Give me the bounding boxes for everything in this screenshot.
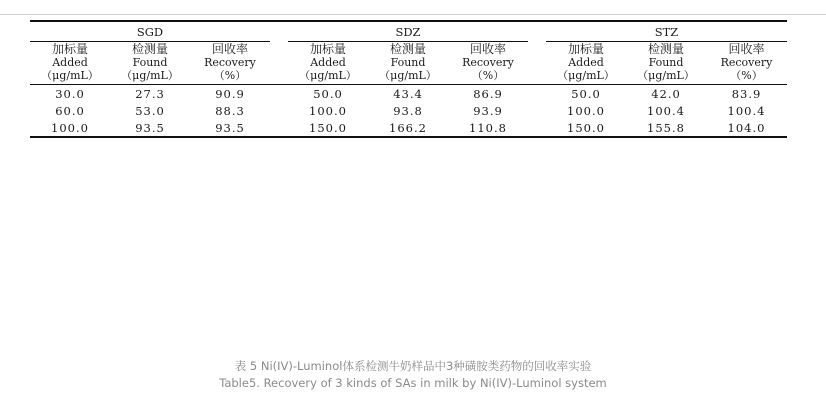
cell-sgd-recovery: 88.3	[215, 103, 245, 118]
group-underline	[546, 41, 787, 42]
cell-stz-added: 100.0	[567, 103, 605, 118]
cell-sgd-added: 60.0	[55, 103, 85, 118]
header-added: 加标量 Added （μg/mL）	[299, 42, 357, 82]
header-found: 检测量 Found （μg/mL）	[121, 42, 179, 82]
table-row	[30, 102, 787, 119]
cell-sgd-recovery: 90.9	[215, 86, 245, 101]
group-label: SDZ	[395, 25, 421, 39]
cell-sgd-found: 93.5	[135, 120, 165, 135]
cell-stz-recovery: 104.0	[727, 120, 766, 135]
cell-sdz-recovery: 110.8	[469, 120, 507, 135]
header-added: 加标量 Added （μg/mL）	[557, 42, 615, 82]
cell-sdz-added: 100.0	[309, 103, 347, 118]
header-recovery: 回收率 Recovery （%）	[204, 42, 256, 82]
table-caption-zh: 表 5 Ni(IV)-Luminol体系检测牛奶样品中3种磺胺类药物的回收率实验	[234, 359, 592, 373]
header-found: 检测量 Found （μg/mL）	[637, 42, 695, 82]
cell-stz-found: 100.4	[647, 103, 685, 118]
group-sdz	[288, 24, 528, 40]
cell-sgd-recovery: 93.5	[215, 120, 245, 135]
cell-sdz-found: 43.4	[393, 86, 423, 101]
cell-sdz-found: 93.8	[393, 103, 423, 118]
cell-sdz-recovery: 86.9	[473, 86, 503, 101]
table-caption-en: Table5. Recovery of 3 kinds of SAs in milk by Ni(IV)-Luminol system	[219, 376, 607, 390]
header-added: 加标量 Added （μg/mL）	[41, 42, 99, 82]
cell-stz-added: 50.0	[571, 86, 601, 101]
group-stz	[546, 24, 787, 40]
group-underline	[30, 41, 270, 42]
cell-stz-added: 150.0	[567, 120, 605, 135]
cell-sdz-found: 166.2	[389, 120, 427, 135]
header-recovery: 回收率 Recovery （%）	[720, 42, 773, 82]
group-sgd	[30, 24, 270, 40]
table-row	[30, 119, 787, 136]
group-header-row	[30, 22, 787, 40]
cell-sgd-found: 27.3	[135, 86, 165, 101]
header-found: 检测量 Found （μg/mL）	[379, 42, 437, 82]
table-row	[30, 85, 787, 102]
column-header-row	[30, 42, 787, 82]
cell-sdz-recovery: 93.9	[473, 103, 503, 118]
cell-stz-recovery: 83.9	[731, 86, 762, 101]
table-bottom-rule	[30, 136, 787, 138]
cell-sdz-added: 150.0	[309, 120, 347, 135]
page-top-divider	[0, 14, 826, 15]
cell-stz-found: 155.8	[647, 120, 685, 135]
cell-sdz-added: 50.0	[313, 86, 343, 101]
cell-stz-recovery: 100.4	[727, 103, 766, 118]
recovery-table	[30, 20, 787, 138]
cell-sgd-added: 30.0	[55, 86, 85, 101]
group-label: STZ	[654, 25, 679, 39]
cell-sgd-found: 53.0	[135, 103, 165, 118]
group-label: SGD	[136, 25, 164, 39]
header-recovery: 回收率 Recovery （%）	[462, 42, 514, 82]
cell-sgd-added: 100.0	[51, 120, 89, 135]
group-underline	[288, 41, 528, 42]
cell-stz-found: 42.0	[651, 86, 681, 101]
